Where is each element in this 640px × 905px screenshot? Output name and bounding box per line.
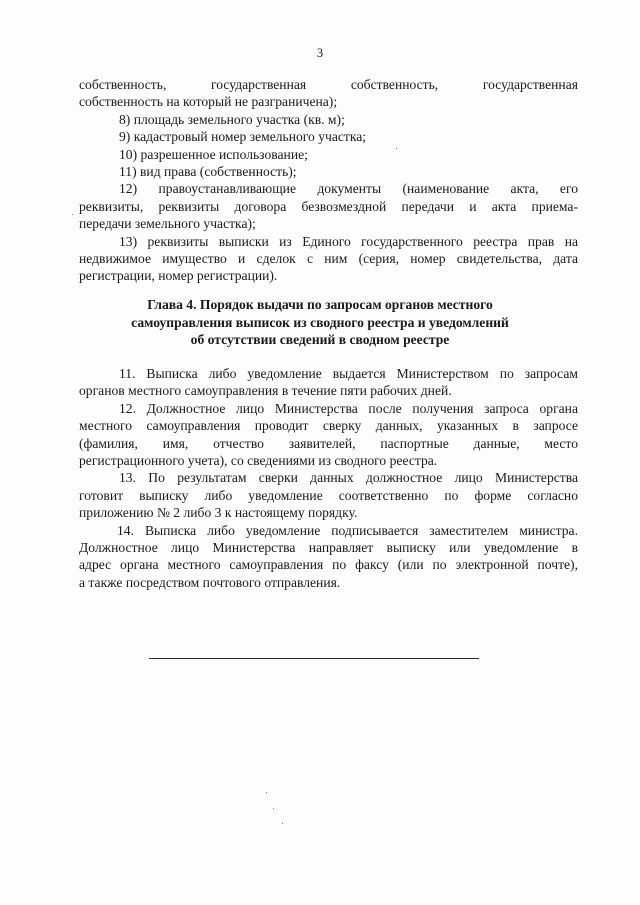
- chapter-heading: [60, 296, 580, 349]
- page-number: 3: [316, 46, 324, 60]
- chapter-title-line: об отсутствии сведений в сводном реестре: [190, 332, 450, 348]
- text-line: приложению № 2 либо 3 к настоящему порядку.: [79, 505, 358, 521]
- paragraph-13: 13. По результатам сверки данных должностное лицо Министерства: [119, 470, 578, 486]
- list-item-12: 12) правоустанавливающие документы (наименование акта, его: [119, 181, 578, 197]
- chapter-body: [79, 365, 578, 591]
- list-item-13: 13) реквизиты выписки из Единого государственного реестра прав на: [119, 233, 578, 249]
- text-line: местного самоуправления проводит сверку данных, указанных в запросе: [79, 418, 578, 434]
- text-line: Должностное лицо Министерства направляет выписку или уведомление в: [79, 540, 578, 556]
- paragraph-14: 14. Выписка либо уведомление подписывается заместителем министра.: [117, 522, 578, 538]
- list-item-10: 10) разрешенное использование;: [119, 146, 308, 162]
- paragraph-12: 12. Должностное лицо Министерства после получения запроса органа: [119, 400, 578, 416]
- list-item-11: 11) вид права (собственность);: [119, 164, 297, 180]
- text-line: адрес органа местного самоуправления по факсу (или по электронной почте),: [79, 557, 578, 573]
- text-line: регистрационного учета), со сведениями из сводного реестра.: [79, 453, 438, 469]
- chapter-title-line: самоуправления выписок из сводного реестра и уведомлений: [131, 314, 509, 330]
- text-line: собственность на который не разграничена);: [79, 94, 338, 110]
- scan-speck: [282, 823, 283, 824]
- text-line: собственность, государственная собственность, государственная: [79, 77, 578, 92]
- list-continuation: [79, 76, 578, 285]
- text-line: (фамилия, имя, отчество заявителей, паспортные данные, место: [79, 435, 578, 451]
- chapter-title-line: Глава 4. Порядок выдачи по запросам органов местного: [147, 297, 493, 312]
- separator-line: [149, 658, 479, 659]
- scan-speck: [266, 792, 267, 793]
- scan-speck: [273, 808, 274, 809]
- text-line: а также посредством почтового отправления.: [79, 574, 341, 590]
- list-item-9: 9) кадастровый номер земельного участка;: [119, 129, 367, 145]
- text-line: реквизиты, реквизиты договора безвозмездной передачи и акта приема-: [79, 198, 578, 214]
- scan-speck: [396, 148, 397, 149]
- text-line: органов местного самоуправления в течение пяти рабочих дней.: [79, 383, 452, 399]
- text-line: регистрации, номер регистрации).: [79, 268, 278, 284]
- scan-speck: [72, 214, 73, 215]
- text-line: недвижимое имущество и сделок с ним (серия, номер свидетельства, дата: [79, 251, 578, 267]
- list-item-8: 8) площадь земельного участка (кв. м);: [119, 111, 345, 127]
- text-line: готовит выписку либо уведомление соответственно по форме согласно: [79, 487, 578, 503]
- paragraph-11: 11. Выписка либо уведомление выдается Министерством по запросам: [119, 366, 578, 381]
- text-line: передачи земельного участка);: [79, 216, 256, 232]
